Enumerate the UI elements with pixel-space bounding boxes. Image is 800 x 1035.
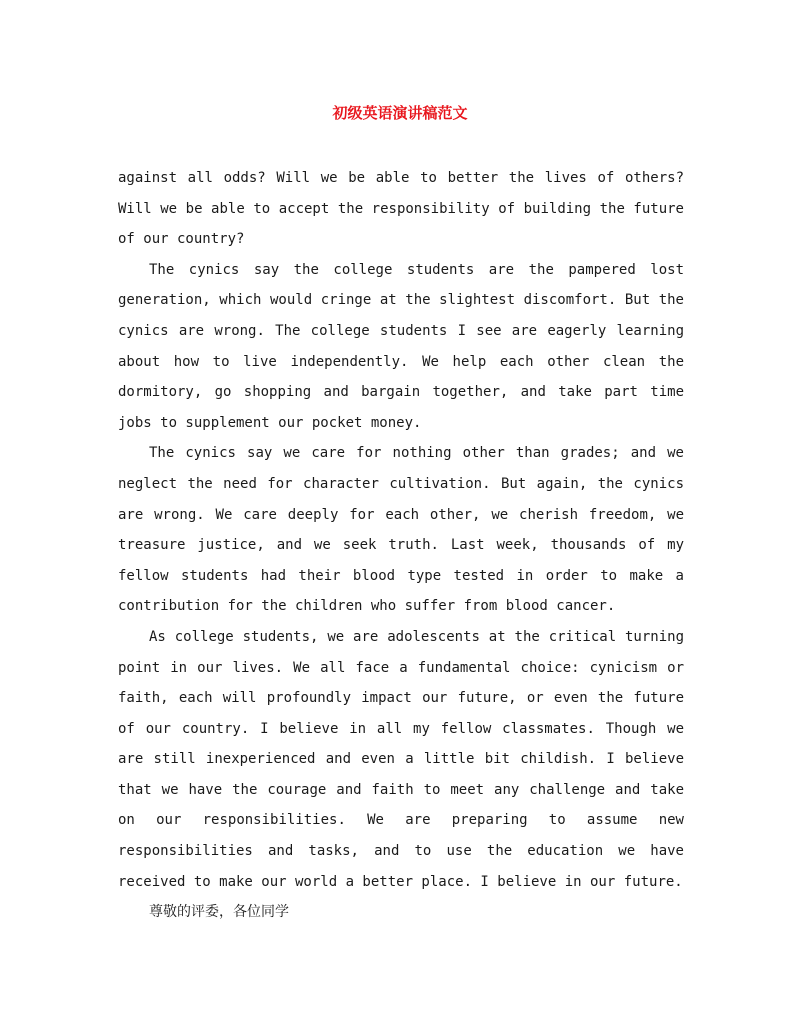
document-body [118, 163, 684, 928]
paragraph-cynics-pampered: The cynics say the college students are the pampered lost generation, which would cringe at the slightest discomfort. But the cynics are wrong. The college students I see are eagerly learning about how to live independently. We help each other clean the dormitory, go shopping and bargain together, and take part time jobs to supplement our pocket money. [118, 261, 684, 431]
paragraph-college-students: As college students, we are adolescents at the critical turning point in our lives. We all face a fundamental choice: cynicism or faith, each will profoundly impact our future, or even the future of our country. I believe in all my fellow classmates. Though we are still inexperienced and even a little bit childish. I believe that we have the courage and faith to meet any challenge and take on our responsibilities. We are preparing to assume new responsibilities and tasks, and to use the education we have received to make our world a better place. I believe in our future. [118, 628, 684, 890]
closing-salutation: 尊敬的评委，各位同学 [149, 904, 289, 921]
paragraph-cynics-grades: The cynics say we care for nothing other than grades; and we neglect the need for character cultivation. But again, the cynics are wrong. We care deeply for each other, we cherish freedom, we treasure justice, and we seek truth. Last week, thousands of my fellow students had their blood type tested in order to make a contribution for the children who suffer from blood cancer. [118, 445, 684, 615]
paragraph-continuation: against all odds? Will we be able to better the lives of others? Will we be able to accept the responsibility of building the future of our country? [118, 170, 684, 248]
document-title: 初级英语演讲稿范文 [332, 104, 468, 122]
